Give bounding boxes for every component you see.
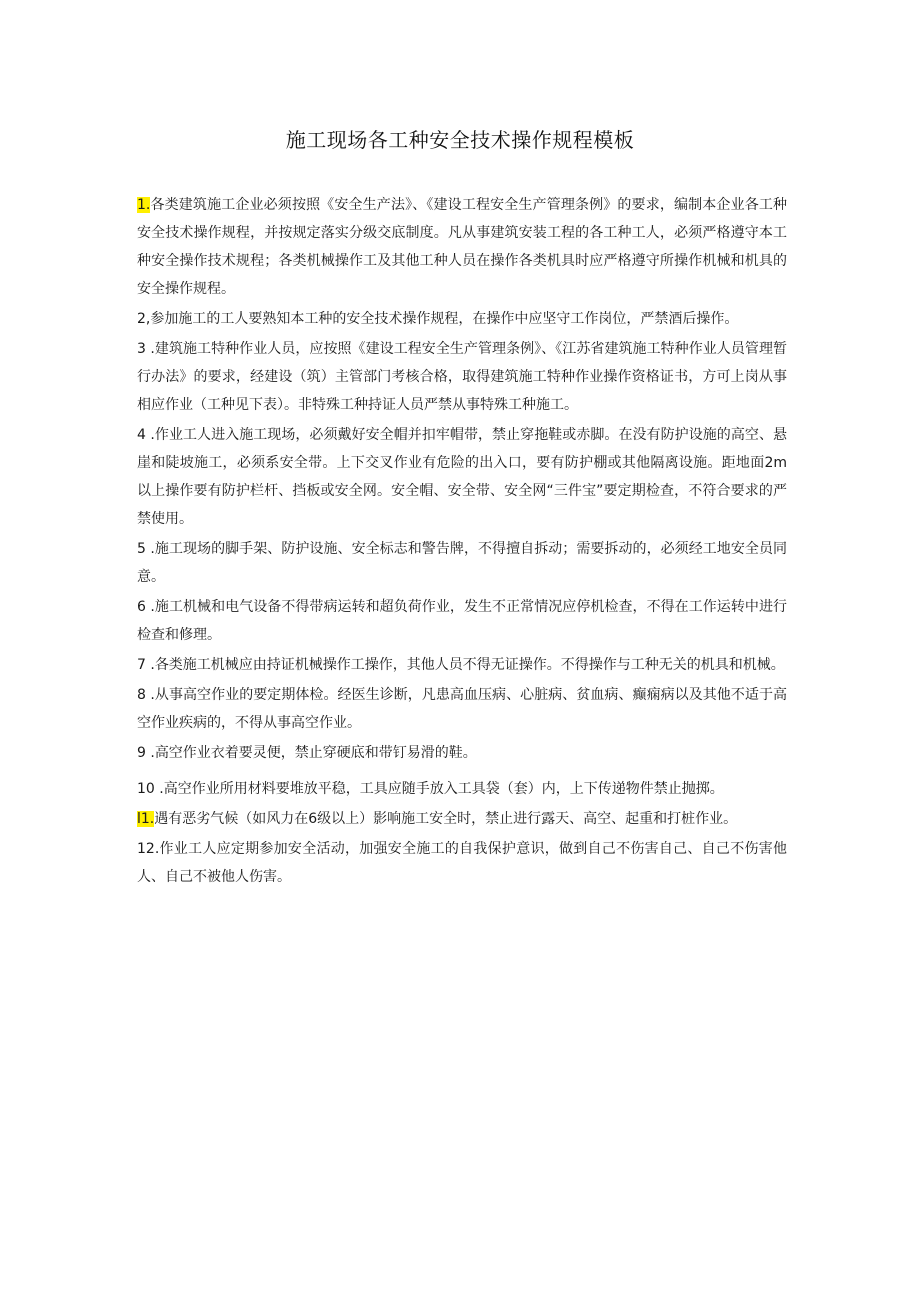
item-number: 12. <box>137 841 160 857</box>
item-text: 参加施工的工人要熟知本工种的安全技术操作规程，在操作中应坚守工作岗位，严禁酒后操作。 <box>150 311 739 327</box>
list-item <box>137 535 787 591</box>
list-item <box>137 305 787 333</box>
item-text: 施工机械和电气设备不得带病运转和超负荷作业，发生不正常情况应停机检查，不得在工作运转中进行检查和修理。 <box>137 599 787 643</box>
list-item <box>137 739 787 767</box>
list-item <box>137 335 787 419</box>
list-item <box>137 805 787 833</box>
item-number: 2, <box>137 311 151 327</box>
list-item <box>137 681 787 737</box>
item-number: 5 . <box>137 541 155 557</box>
item-text: 各类施工机械应由持证机械操作工操作，其他人员不得无证操作。不得操作与工种无关的机具和机械。 <box>154 657 785 673</box>
item-text: 建筑施工特种作业人员，应按照《建设工程安全生产管理条例》、《江苏省建筑施工特种作业人员管理暂行办法》的要求，经建设（筑）主管部门考核合格，取得建筑施工特种作业操作资格证书，方可上岗从事相应作业（工种见下表）。非特殊工种持证人员严禁从事特殊工种施工。 <box>137 341 787 413</box>
item-text: 施工现场的脚手架、防护设施、安全标志和警告牌，不得擅自拆动；需要拆动的，必须经工地安全员同意。 <box>137 541 787 585</box>
document-body <box>137 191 787 893</box>
item-text: 遇有恶劣气候（如风力在6级以上）影响施工安全时，禁止进行露天、高空、起重和打桩作业。 <box>154 811 738 827</box>
item-number: 4 . <box>137 427 155 443</box>
item-text: 作业工人应定期参加安全活动，加强安全施工的自我保护意识，做到自己不伤害自己、自己不伤害他人、自己不被他人伤害。 <box>137 841 787 885</box>
item-number: 3 . <box>137 341 155 357</box>
item-number: 1. <box>137 197 151 213</box>
item-text: 各类建筑施工企业必须按照《安全生产法》、《建设工程安全生产管理条例》的要求，编制本企业各工种安全技术操作规程，并按规定落实分级交底制度。凡从事建筑安装工程的各工种工人，必须严格遵守本工种安全操作技术规程；各类机械操作工及其他工种人员在操作各类机具时应严格遵守所操作机械和机具的安全操作规程。 <box>137 197 787 297</box>
item-number: 9 . <box>137 745 155 761</box>
list-item <box>137 775 787 803</box>
item-text: 作业工人进入施工现场，必须戴好安全帽并扣牢帽带，禁止穿拖鞋或赤脚。在没有防护设施的高空、悬崖和陡坡施工，必须系安全带。上下交叉作业有危险的出入口，要有防护棚或其他隔离设施。距地面2m以上操作要有防护栏杆、挡板或安全网。安全帽、安全带、安全网“三件宝”要定期检查，不符合要求的严禁使用。 <box>137 427 787 527</box>
item-number: 6 . <box>137 599 155 615</box>
item-text: 高空作业衣着要灵便，禁止穿硬底和带钉易滑的鞋。 <box>154 745 477 761</box>
item-number: 8 . <box>137 687 155 703</box>
item-text: 高空作业所用材料要堆放平稳，工具应随手放入工具袋（套）内，上下传递物件禁止抛掷。 <box>163 781 724 797</box>
item-number: 7 . <box>137 657 155 673</box>
item-text: 从事高空作业的要定期体检。经医生诊断，凡患高血压病、心脏病、贫血病、癫痫病以及其他不适于高空作业疾病的，不得从事高空作业。 <box>137 687 787 731</box>
item-number: 10 . <box>137 781 164 797</box>
list-item <box>137 593 787 649</box>
list-item <box>137 421 787 533</box>
list-item <box>137 651 787 679</box>
list-item <box>137 835 787 891</box>
item-number: l1. <box>137 811 155 827</box>
list-item <box>137 191 787 303</box>
document-title: 施工现场各工种安全技术操作规程模板 <box>285 128 635 152</box>
